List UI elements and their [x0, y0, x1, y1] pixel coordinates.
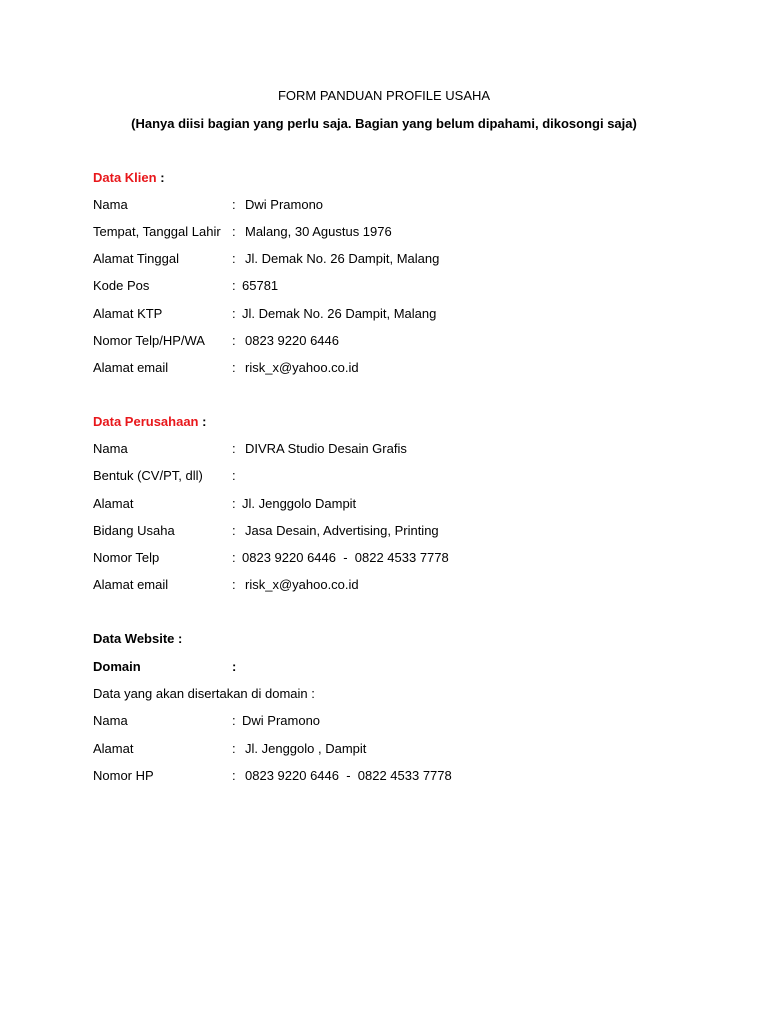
field-value: Malang, 30 Agustus 1976 [245, 224, 392, 239]
field-label: Bidang Usaha [93, 523, 175, 538]
field-value: 0823 9220 6446 - 0822 4533 7778 [245, 768, 452, 783]
field-label: Nama [93, 441, 128, 456]
field-label: Nomor Telp/HP/WA [93, 333, 205, 348]
section-heading-perusahaan-colon: : [198, 414, 207, 429]
document-subtitle: (Hanya diisi bagian yang perlu saja. Bagian yang belum dipahami, dikosongi saja) [131, 116, 637, 131]
field-colon: : [232, 741, 236, 756]
section-heading-klien-colon: : [156, 170, 165, 185]
field-label: Kode Pos [93, 278, 150, 293]
field-colon: : [232, 768, 236, 783]
field-label: Alamat email [93, 577, 169, 592]
field-value: DIVRA Studio Desain Grafis [245, 441, 407, 456]
domain-colon: : [232, 659, 237, 674]
field-colon: : [232, 496, 236, 511]
field-label: Alamat [93, 741, 134, 756]
field-label: Nomor Telp [93, 550, 160, 565]
field-colon: : [232, 441, 236, 456]
field-colon: : [232, 468, 236, 483]
field-value: Jl. Demak No. 26 Dampit, Malang [245, 251, 440, 266]
field-value: Jl. Jenggolo Dampit [242, 496, 357, 511]
field-label: Tempat, Tanggal Lahir [93, 224, 221, 239]
field-colon: : [232, 577, 236, 592]
field-colon: : [232, 550, 236, 565]
field-value: 65781 [242, 278, 279, 293]
field-colon: : [232, 523, 236, 538]
field-colon: : [232, 333, 236, 348]
website-note: Data yang akan disertakan di domain : [93, 686, 315, 701]
field-label: Alamat email [93, 360, 169, 375]
field-label: Bentuk (CV/PT, dll) [93, 468, 203, 483]
field-label: Alamat Tinggal [93, 251, 179, 266]
section-heading-klien [93, 169, 165, 187]
section-heading-klien-label: Data Klien [93, 170, 157, 185]
field-value: Jasa Desain, Advertising, Printing [245, 523, 439, 538]
field-value: Dwi Pramono [242, 713, 321, 728]
field-value: 0823 9220 6446 [245, 333, 339, 348]
field-label: Nama [93, 713, 128, 728]
section-heading-perusahaan [93, 413, 206, 431]
field-value: Jl. Jenggolo , Dampit [245, 741, 367, 756]
field-colon: : [232, 278, 236, 293]
section-heading-website: Data Website : [93, 631, 183, 646]
field-colon: : [232, 713, 236, 728]
field-value: risk_x@yahoo.co.id [245, 577, 359, 592]
section-heading-perusahaan-label: Data Perusahaan [93, 414, 199, 429]
domain-label: Domain [93, 659, 141, 674]
field-label: Nama [93, 197, 128, 212]
document-title: FORM PANDUAN PROFILE USAHA [277, 88, 491, 103]
field-label: Alamat [93, 496, 134, 511]
field-colon: : [232, 197, 236, 212]
field-value: Dwi Pramono [245, 197, 324, 212]
field-value: 0823 9220 6446 - 0822 4533 7778 [242, 550, 449, 565]
field-colon: : [232, 251, 236, 266]
field-value: Jl. Demak No. 26 Dampit, Malang [242, 306, 437, 321]
field-colon: : [232, 224, 236, 239]
field-value: risk_x@yahoo.co.id [245, 360, 359, 375]
field-label: Nomor HP [93, 768, 154, 783]
field-colon: : [232, 306, 236, 321]
field-colon: : [232, 360, 236, 375]
field-label: Alamat KTP [93, 306, 163, 321]
